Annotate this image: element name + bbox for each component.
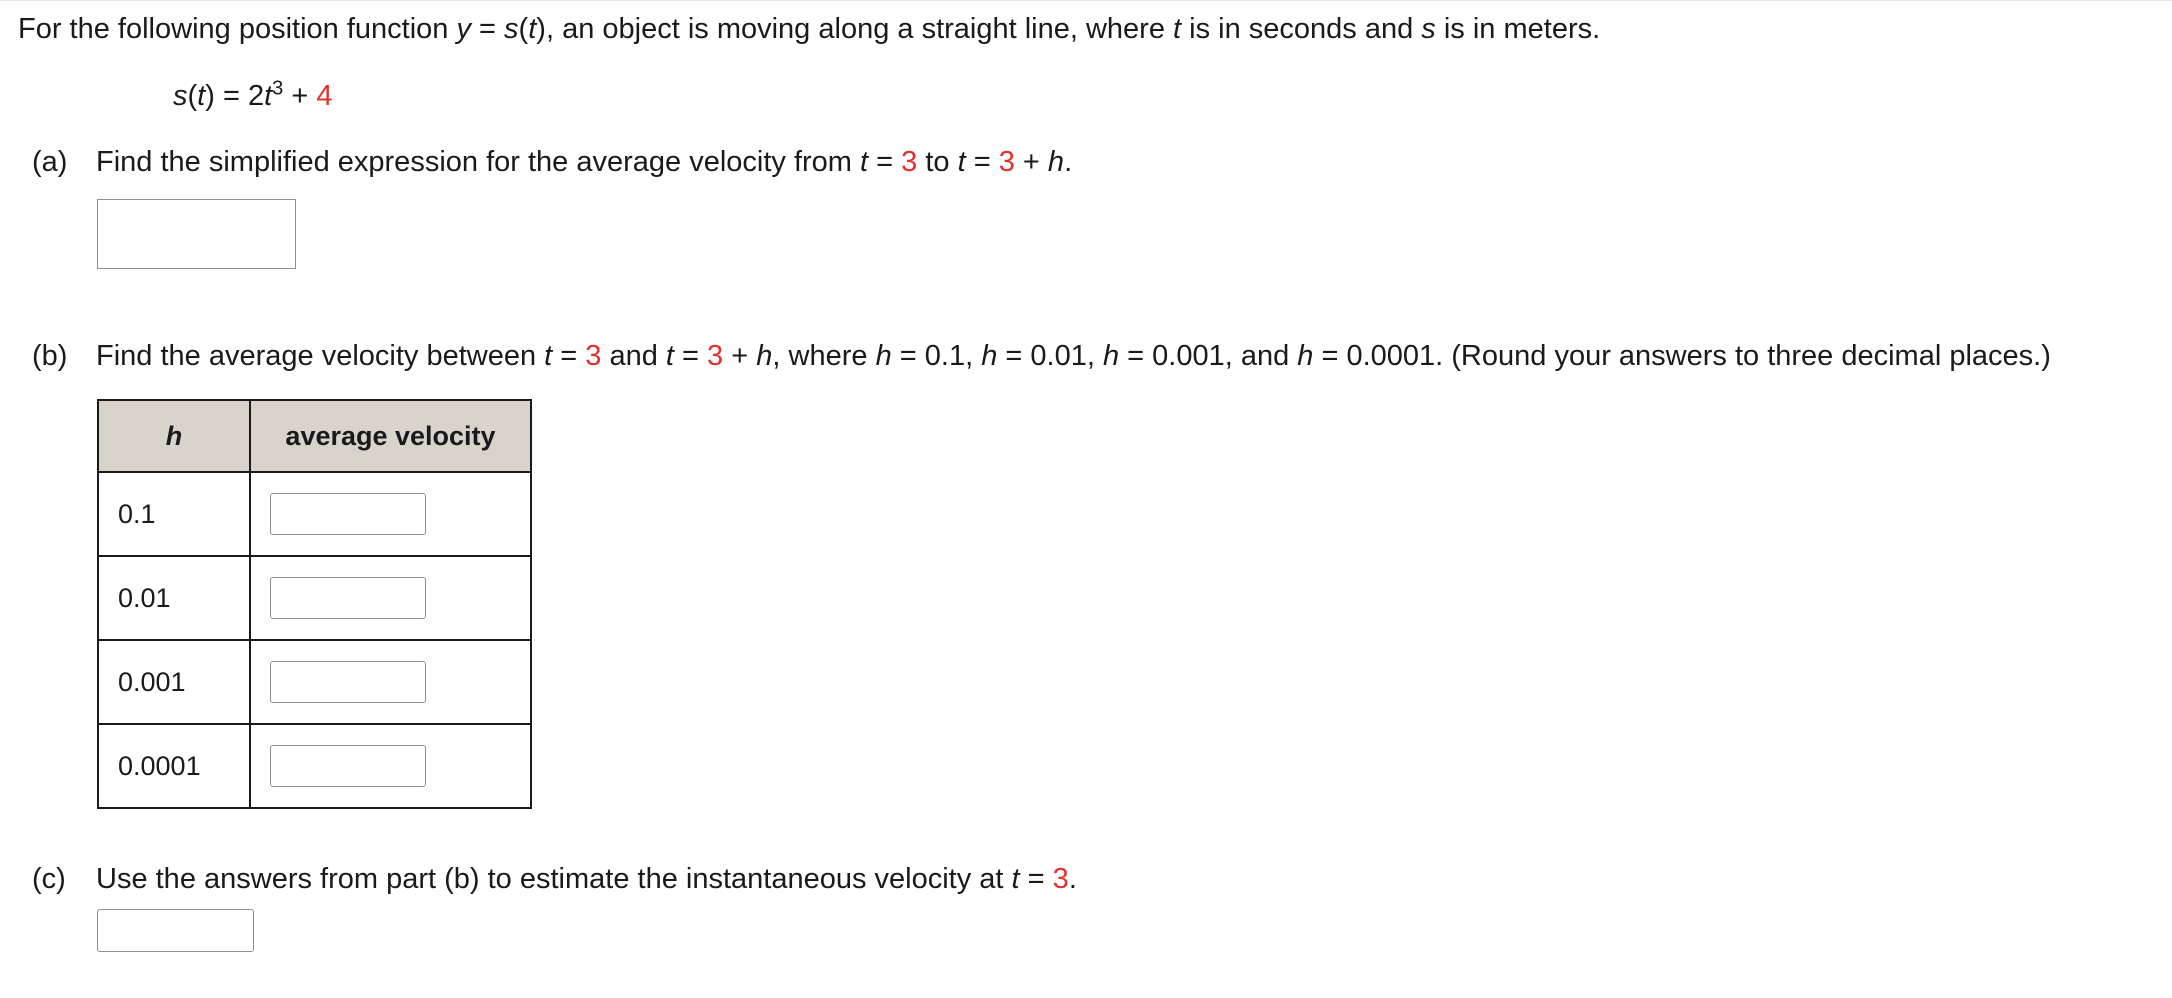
value-red: 3 <box>998 146 1015 178</box>
var-h: h <box>1297 340 1314 372</box>
column-header-average-velocity: average velocity <box>250 400 531 472</box>
velocity-cell <box>250 472 531 556</box>
h-value-cell: 0.1 <box>98 472 250 556</box>
table-row <box>98 556 531 640</box>
var-s: s <box>504 13 519 45</box>
velocity-cell <box>250 640 531 724</box>
plus-sign: + <box>283 80 317 112</box>
question-text: = 0.01, <box>997 340 1103 372</box>
velocity-input-2[interactable] <box>270 577 426 619</box>
velocity-input-4[interactable] <box>270 745 426 787</box>
value-red: 3 <box>707 340 724 372</box>
var-t: t <box>544 340 553 372</box>
var-t: t <box>528 13 537 45</box>
h-value-cell: 0.01 <box>98 556 250 640</box>
question-text: and <box>601 340 666 372</box>
table-row <box>98 724 531 808</box>
var-s: s <box>173 80 188 112</box>
part-a-question <box>32 145 1072 179</box>
equals: = <box>1019 863 1053 895</box>
column-header-h: h <box>98 400 250 472</box>
var-h: h <box>756 340 773 372</box>
equals: = <box>673 340 708 372</box>
h-value-cell: 0.001 <box>98 640 250 724</box>
table-row <box>98 472 531 556</box>
equals: = <box>868 146 902 178</box>
paren: ( <box>518 13 529 45</box>
table-header-row <box>98 400 531 472</box>
var-h: h <box>1047 146 1065 178</box>
plus-sign: + <box>723 340 757 372</box>
var-t: t <box>1173 13 1182 45</box>
intro-text: For the following position function <box>18 13 457 45</box>
question-text: , where <box>772 340 876 372</box>
intro-text: is in seconds and <box>1181 13 1422 45</box>
top-divider <box>0 0 2172 1</box>
period: . <box>1068 863 1077 895</box>
part-a-label: (a) <box>32 146 68 178</box>
intro-text: , an object is moving along a straight line, where <box>545 13 1174 45</box>
part-c-answer-input[interactable] <box>97 909 254 952</box>
question-text: Find the average velocity between <box>96 340 545 372</box>
intro-text: is in meters. <box>1435 13 1601 45</box>
part-c-question <box>32 862 1077 896</box>
value-red: 3 <box>901 146 918 178</box>
var-y: y <box>456 13 471 45</box>
formula-constant: 4 <box>316 80 333 112</box>
problem-intro <box>18 12 1600 46</box>
var-h: h <box>981 340 998 372</box>
value-red: 3 <box>585 340 602 372</box>
velocity-input-1[interactable] <box>270 493 426 535</box>
equals: = <box>965 146 999 178</box>
exponent: 3 <box>272 77 284 100</box>
equals: = <box>552 340 586 372</box>
value-red: 3 <box>1052 863 1069 895</box>
position-function-formula: $s(t) = 2t^3 + 4$ <box>173 77 333 112</box>
velocity-input-3[interactable] <box>270 661 426 703</box>
question-text: Find the simplified expression for the average velocity from <box>96 146 861 178</box>
table-row <box>98 640 531 724</box>
var-h: h <box>875 340 892 372</box>
velocity-cell <box>250 556 531 640</box>
question-text: = 0.0001. (Round your answers to three decimal places.) <box>1313 340 2051 372</box>
plus-sign: + <box>1014 146 1048 178</box>
period: . <box>1064 146 1073 178</box>
var-t: t <box>264 80 273 112</box>
question-text: = 0.1, <box>891 340 982 372</box>
part-b-label: (b) <box>32 340 68 372</box>
var-t: t <box>860 146 869 178</box>
h-value-cell: 0.0001 <box>98 724 250 808</box>
question-text: Use the answers from part (b) to estimate the instantaneous velocity at <box>96 863 1012 895</box>
part-a-answer-input[interactable] <box>97 199 296 269</box>
question-text: to <box>917 146 958 178</box>
formula-text: ) = 2 <box>205 80 265 112</box>
average-velocity-table <box>97 399 532 809</box>
paren: ) <box>536 13 546 45</box>
var-t: t <box>665 340 674 372</box>
part-c-label: (c) <box>32 863 66 895</box>
var-t: t <box>197 80 206 112</box>
equals: = <box>470 13 505 45</box>
var-s: s <box>1421 13 1436 45</box>
var-t: t <box>957 146 966 178</box>
part-b-question <box>32 339 2051 373</box>
question-text: = 0.001, and <box>1119 340 1298 372</box>
var-t: t <box>1011 863 1020 895</box>
var-h: h <box>1102 340 1120 372</box>
velocity-cell <box>250 724 531 808</box>
